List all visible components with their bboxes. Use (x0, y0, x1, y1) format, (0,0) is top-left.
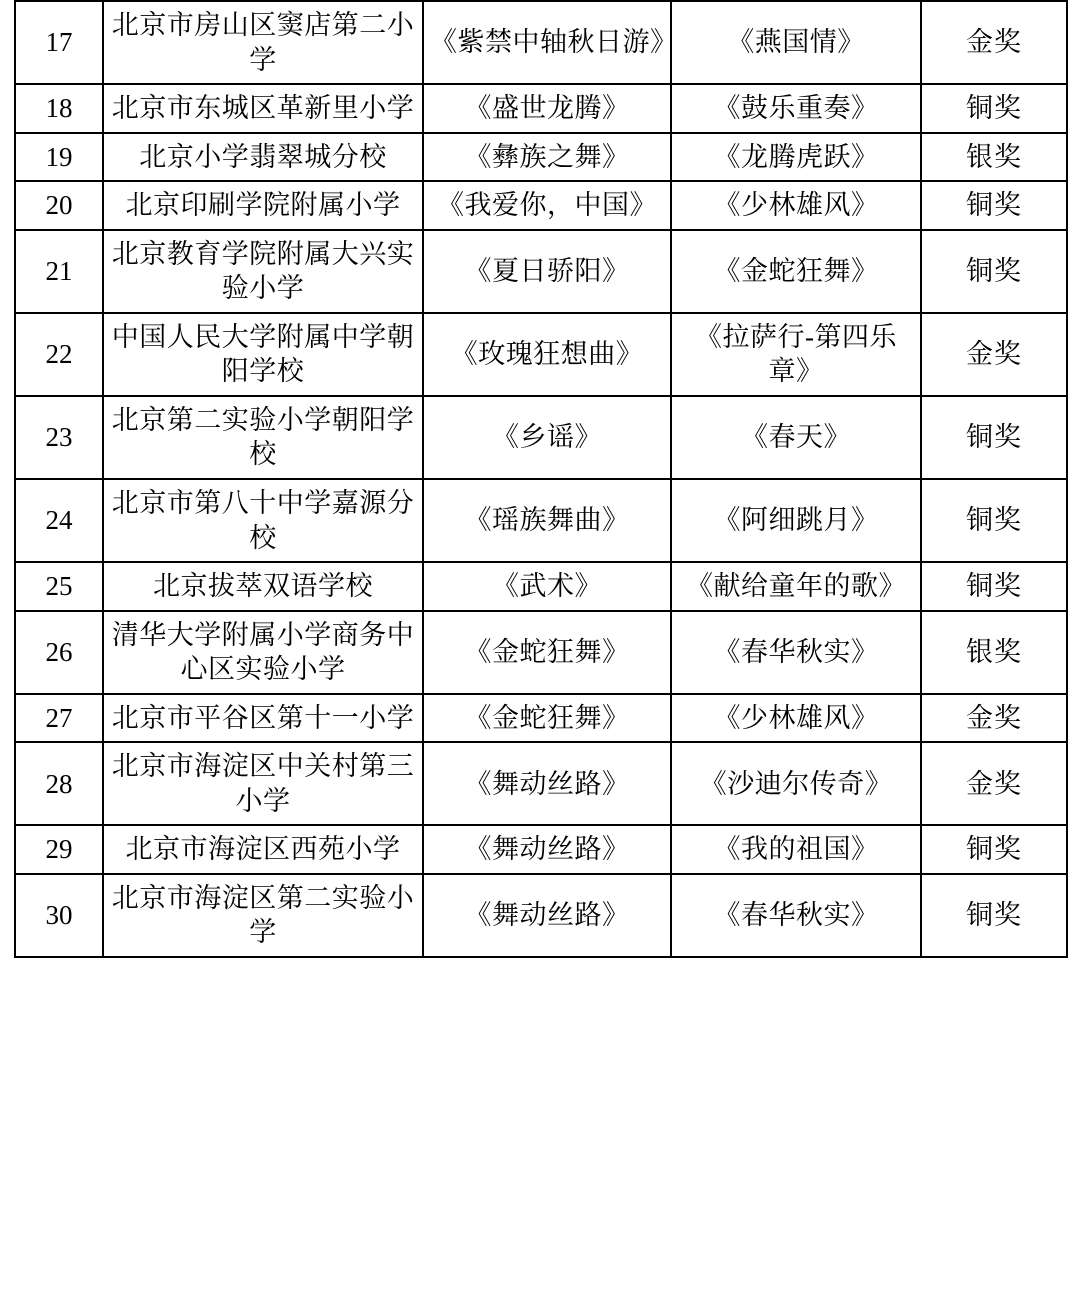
table-body (15, 1, 1067, 957)
cell-award: 金奖 (921, 694, 1067, 743)
cell-work2: 《献给童年的歌》 (671, 562, 921, 611)
cell-index: 18 (15, 84, 103, 133)
cell-work2: 《春华秋实》 (671, 611, 921, 694)
table-row (15, 181, 1067, 230)
cell-work2: 《少林雄风》 (671, 181, 921, 230)
cell-work1: 《我爱你，中国》 (423, 181, 671, 230)
cell-index: 24 (15, 479, 103, 562)
cell-school: 北京市海淀区第二实验小学 (103, 874, 423, 957)
cell-index: 17 (15, 1, 103, 84)
cell-school: 清华大学附属小学商务中心区实验小学 (103, 611, 423, 694)
cell-work2: 《阿细跳月》 (671, 479, 921, 562)
cell-work1: 《舞动丝路》 (423, 874, 671, 957)
cell-award: 铜奖 (921, 84, 1067, 133)
cell-work2: 《春天》 (671, 396, 921, 479)
cell-work1: 《舞动丝路》 (423, 825, 671, 874)
cell-work2: 《龙腾虎跃》 (671, 133, 921, 182)
table-row (15, 84, 1067, 133)
cell-index: 19 (15, 133, 103, 182)
cell-work1: 《紫禁中轴秋日游》 (423, 1, 671, 84)
table-row (15, 874, 1067, 957)
cell-school: 北京市房山区窦店第二小学 (103, 1, 423, 84)
table-row (15, 479, 1067, 562)
cell-index: 25 (15, 562, 103, 611)
cell-school: 中国人民大学附属中学朝阳学校 (103, 313, 423, 396)
table-row (15, 1, 1067, 84)
table-row (15, 694, 1067, 743)
cell-work2: 《沙迪尔传奇》 (671, 742, 921, 825)
cell-work1: 《夏日骄阳》 (423, 230, 671, 313)
table-row (15, 230, 1067, 313)
cell-award: 金奖 (921, 1, 1067, 84)
cell-school: 北京拔萃双语学校 (103, 562, 423, 611)
cell-school: 北京第二实验小学朝阳学校 (103, 396, 423, 479)
cell-school: 北京市海淀区西苑小学 (103, 825, 423, 874)
cell-school: 北京市东城区革新里小学 (103, 84, 423, 133)
cell-work2: 《拉萨行-第四乐章》 (671, 313, 921, 396)
cell-work1: 《金蛇狂舞》 (423, 694, 671, 743)
cell-award: 铜奖 (921, 181, 1067, 230)
cell-index: 23 (15, 396, 103, 479)
cell-award: 银奖 (921, 133, 1067, 182)
cell-award: 铜奖 (921, 479, 1067, 562)
cell-work2: 《金蛇狂舞》 (671, 230, 921, 313)
table-row (15, 742, 1067, 825)
cell-work2: 《鼓乐重奏》 (671, 84, 921, 133)
table-row (15, 133, 1067, 182)
cell-index: 28 (15, 742, 103, 825)
cell-school: 北京市海淀区中关村第三小学 (103, 742, 423, 825)
table-row (15, 396, 1067, 479)
cell-work1: 《盛世龙腾》 (423, 84, 671, 133)
table-row (15, 825, 1067, 874)
cell-work1: 《金蛇狂舞》 (423, 611, 671, 694)
cell-work1: 《武术》 (423, 562, 671, 611)
table-row (15, 611, 1067, 694)
cell-award: 铜奖 (921, 562, 1067, 611)
cell-award: 铜奖 (921, 874, 1067, 957)
cell-work1: 《玫瑰狂想曲》 (423, 313, 671, 396)
cell-work2: 《少林雄风》 (671, 694, 921, 743)
cell-award: 金奖 (921, 313, 1067, 396)
table-row (15, 313, 1067, 396)
cell-work1: 《瑶族舞曲》 (423, 479, 671, 562)
cell-index: 21 (15, 230, 103, 313)
cell-award: 铜奖 (921, 825, 1067, 874)
award-results-table (14, 0, 1068, 958)
cell-work2: 《燕国情》 (671, 1, 921, 84)
cell-school: 北京市第八十中学嘉源分校 (103, 479, 423, 562)
cell-work1: 《彝族之舞》 (423, 133, 671, 182)
cell-school: 北京小学翡翠城分校 (103, 133, 423, 182)
cell-work2: 《我的祖国》 (671, 825, 921, 874)
cell-index: 29 (15, 825, 103, 874)
cell-index: 30 (15, 874, 103, 957)
cell-index: 22 (15, 313, 103, 396)
cell-work2: 《春华秋实》 (671, 874, 921, 957)
cell-award: 金奖 (921, 742, 1067, 825)
cell-work1: 《乡谣》 (423, 396, 671, 479)
cell-award: 银奖 (921, 611, 1067, 694)
cell-index: 20 (15, 181, 103, 230)
cell-index: 27 (15, 694, 103, 743)
cell-award: 铜奖 (921, 396, 1067, 479)
cell-work1: 《舞动丝路》 (423, 742, 671, 825)
cell-school: 北京教育学院附属大兴实验小学 (103, 230, 423, 313)
cell-school: 北京印刷学院附属小学 (103, 181, 423, 230)
cell-award: 铜奖 (921, 230, 1067, 313)
cell-school: 北京市平谷区第十一小学 (103, 694, 423, 743)
cell-index: 26 (15, 611, 103, 694)
table-row (15, 562, 1067, 611)
